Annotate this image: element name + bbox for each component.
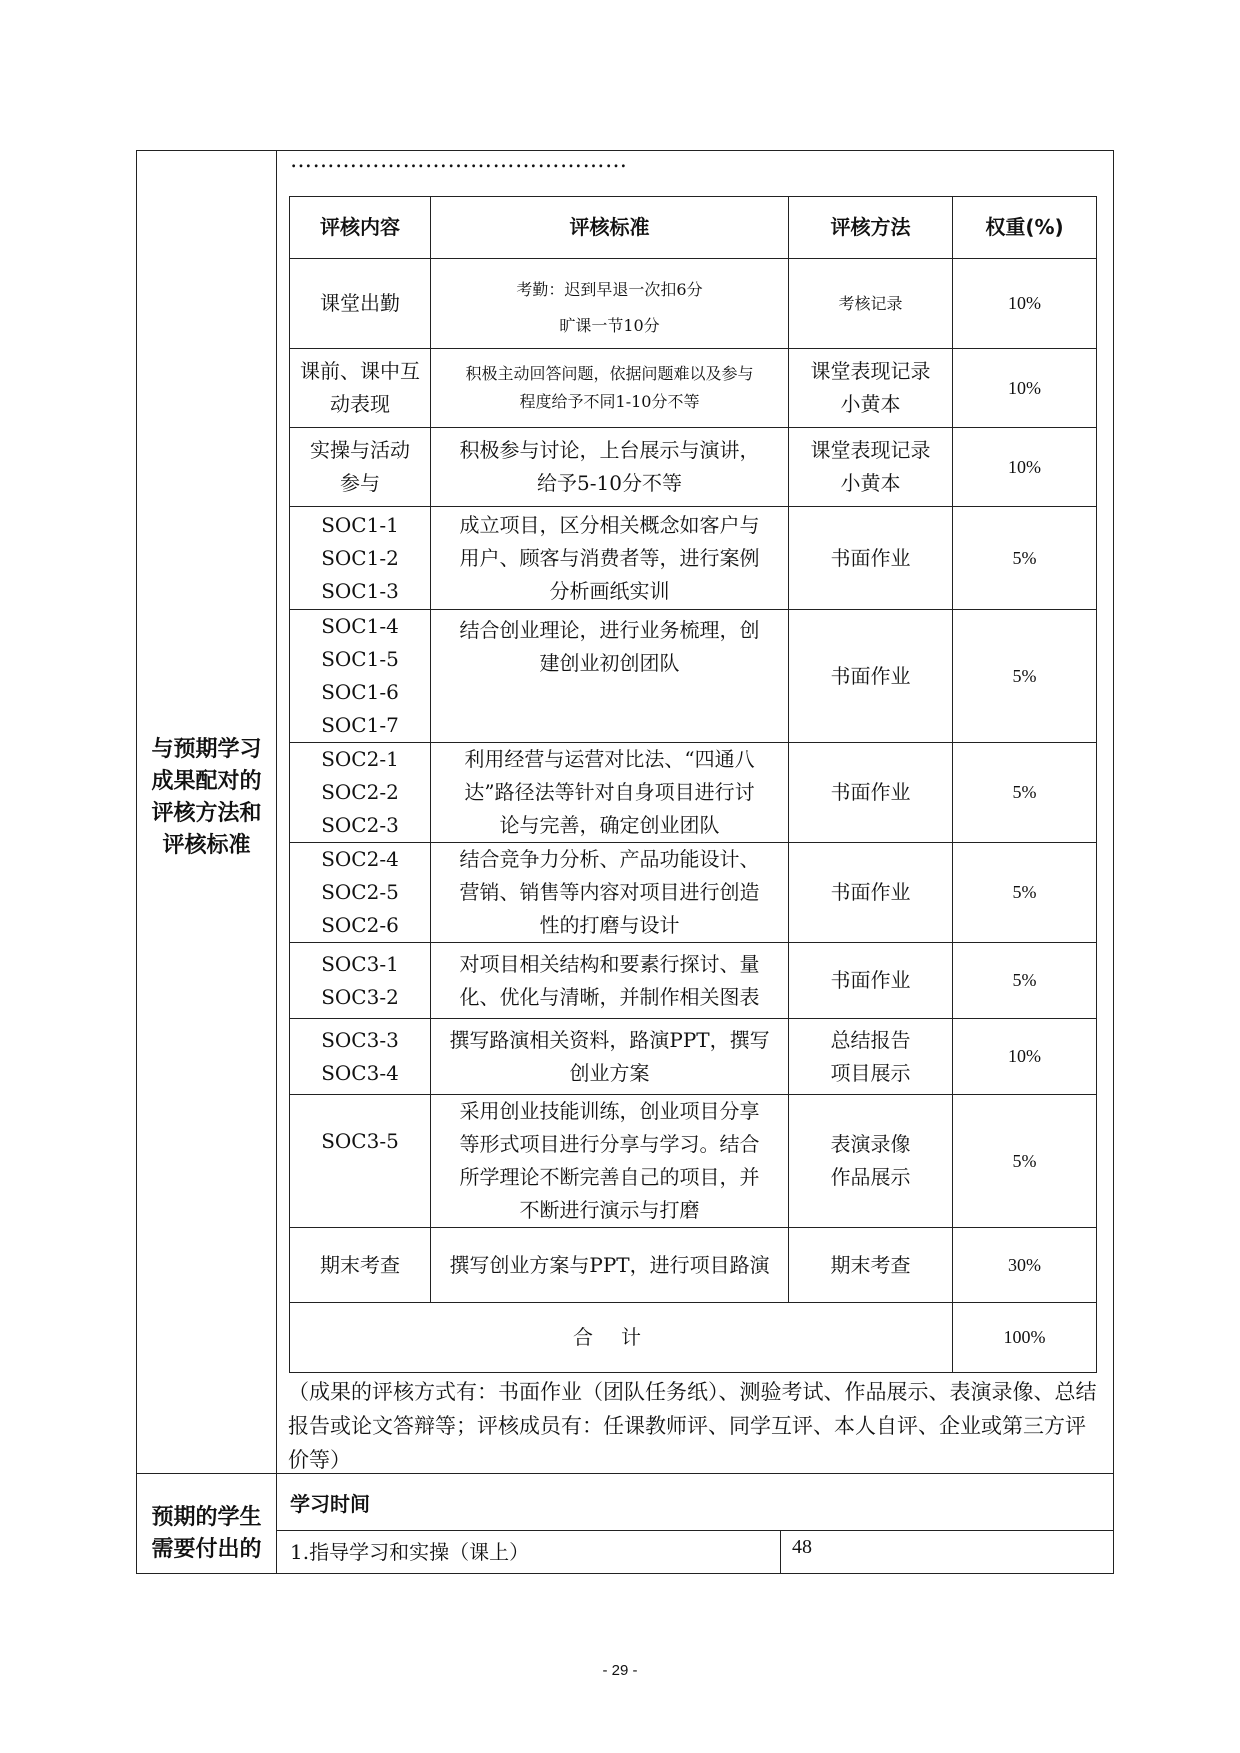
row-content: SOC1-1 SOC1-2 SOC1-3 (290, 507, 431, 610)
row-standard: 采用创业技能训练，创业项目分享 等形式项目进行分享与学习。结合 所学理论不断完善自己的项目，并 不断进行演示与打磨 (431, 1095, 789, 1228)
table-row (290, 1228, 1097, 1303)
table-header-row (290, 197, 1097, 259)
table-row (290, 610, 1097, 743)
row-method: 书面作业 (789, 743, 953, 843)
row-standard: 考勤：迟到早退一次扣6分 旷课一节10分 (431, 259, 789, 349)
total-value: 100% (953, 1303, 1097, 1373)
column-divider (276, 150, 277, 1574)
table-row (290, 349, 1097, 428)
row-divider (276, 1530, 1113, 1531)
row-weight: 5% (953, 507, 1097, 610)
row-weight: 10% (953, 349, 1097, 428)
table-row (290, 943, 1097, 1019)
row-standard: 对项目相关结构和要素行探讨、量 化、优化与清晰，并制作相关图表 (431, 943, 789, 1019)
row-standard: 结合竞争力分析、产品功能设计、 营销、销售等内容对项目进行创造 性的打磨与设计 (431, 843, 789, 943)
row-content: SOC3-1 SOC3-2 (290, 943, 431, 1019)
row-method: 书面作业 (789, 507, 953, 610)
page-number: - 29 - (602, 1662, 638, 1679)
row-content: 课前、课中互 动表现 (290, 349, 431, 428)
header-content: 评核内容 (290, 197, 431, 259)
row-weight: 30% (953, 1228, 1097, 1303)
table-row (290, 1019, 1097, 1095)
total-row (290, 1303, 1097, 1373)
row-standard: 积极主动回答问题，依据问题难以及参与 程度给予不同1-10分不等 (431, 349, 789, 428)
table-row (290, 259, 1097, 349)
column-divider (780, 1530, 781, 1574)
row-method: 书面作业 (789, 843, 953, 943)
row-standard: 撰写路演相关资料，路演PPT，撰写 创业方案 (431, 1019, 789, 1095)
row-content: 课堂出勤 (290, 259, 431, 349)
row-weight: 5% (953, 843, 1097, 943)
header-standard: 评核标准 (431, 197, 789, 259)
row-content: 期末考查 (290, 1228, 431, 1303)
row-weight: 5% (953, 943, 1097, 1019)
header-weight: 权重(%) (953, 197, 1097, 259)
row-method: 课堂表现记录 小黄本 (789, 428, 953, 507)
table-row (290, 1095, 1097, 1228)
row-method: 表演录像 作品展示 (789, 1095, 953, 1228)
row-content: SOC3-3 SOC3-4 (290, 1019, 431, 1095)
row-standard: 利用经营与运营对比法、“四通八 达”路径法等针对自身项目进行讨 论与完善，确定创业团队 (431, 743, 789, 843)
row-method: 考核记录 (789, 259, 953, 349)
row-content: SOC2-4 SOC2-5 SOC2-6 (290, 843, 431, 943)
table-row (290, 743, 1097, 843)
row-standard: 积极参与讨论，上台展示与演讲， 给予5-10分不等 (431, 428, 789, 507)
row-standard: 撰写创业方案与PPT，进行项目路演 (431, 1228, 789, 1303)
row-method: 总结报告 项目展示 (789, 1019, 953, 1095)
study-row-label: 1.指导学习和实操（课上） (290, 1540, 530, 1564)
row-weight: 5% (953, 1095, 1097, 1228)
row-weight: 10% (953, 1019, 1097, 1095)
row-standard: 成立项目，区分相关概念如客户与 用户、顾客与消费者等，进行案例 分析画纸实训 (431, 507, 789, 610)
row-method: 书面作业 (789, 943, 953, 1019)
assessment-note: （成果的评核方式有：书面作业（团队任务纸）、测验考试、作品展示、表演录像、总结报告或论文答辩等；评核成员有：任课教师评、同学互评、本人自评、企业或第三方评价等） (288, 1380, 1097, 1472)
row-standard: 结合创业理论，进行业务梳理，创 建创业初创团队 (431, 610, 789, 743)
row-method: 课堂表现记录 小黄本 (789, 349, 953, 428)
study-row-hours: 48 (792, 1536, 812, 1558)
study-time-heading: 学习时间 (290, 1492, 370, 1516)
study-time-label: 预期的学生 需要付出的 (151, 1505, 262, 1562)
row-content: 实操与活动 参与 (290, 428, 431, 507)
row-weight: 5% (953, 743, 1097, 843)
assessment-section-label: 与预期学习 成果配对的 评核方法和 评核标准 (151, 737, 262, 858)
table-row (290, 507, 1097, 610)
row-content: SOC2-1 SOC2-2 SOC2-3 (290, 743, 431, 843)
total-label: 合计 (290, 1303, 953, 1373)
row-content: SOC3-5 (290, 1095, 431, 1228)
header-method: 评核方法 (789, 197, 953, 259)
row-weight: 10% (953, 259, 1097, 349)
row-method: 书面作业 (789, 610, 953, 743)
table-row (290, 428, 1097, 507)
row-weight: 10% (953, 428, 1097, 507)
table-row (290, 843, 1097, 943)
row-method: 期末考查 (789, 1228, 953, 1303)
assessment-table (289, 196, 1097, 1373)
row-weight: 5% (953, 610, 1097, 743)
row-content: SOC1-4 SOC1-5 SOC1-6 SOC1-7 (290, 610, 431, 743)
ellipsis-dots: ……………………………………… (290, 148, 628, 173)
